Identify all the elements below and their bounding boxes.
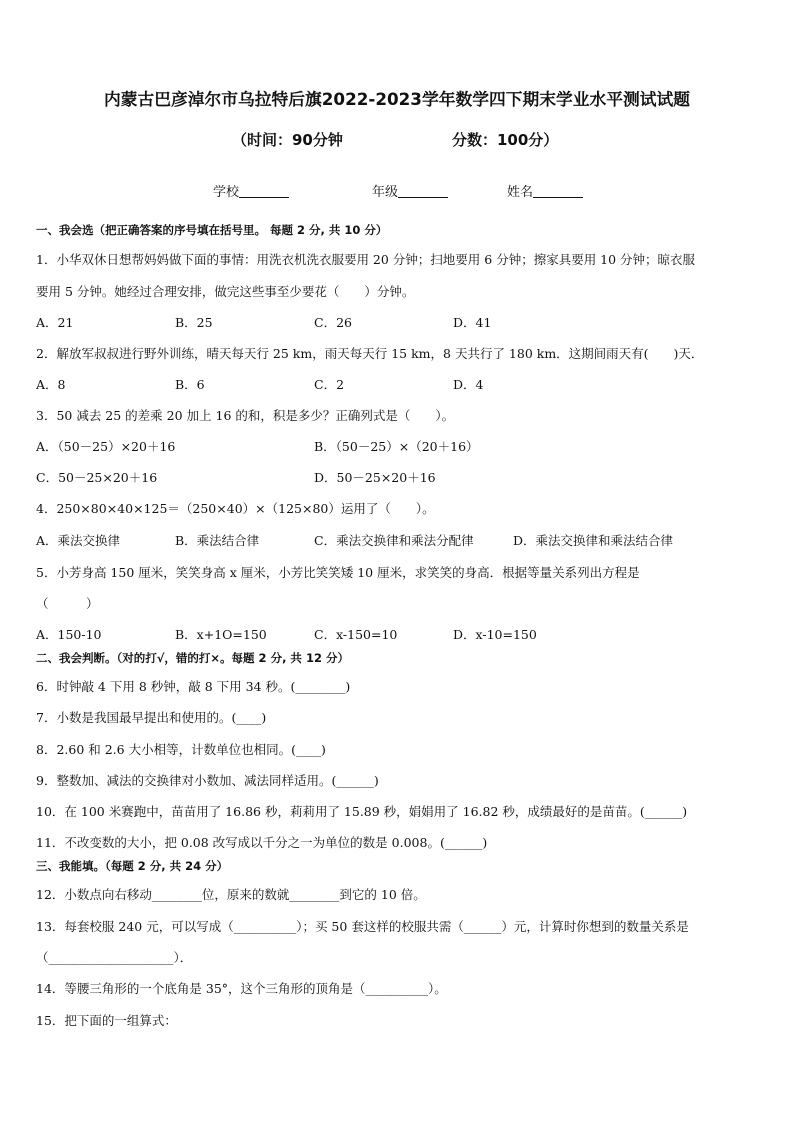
section-heading: 一、我会选（把正确答案的序号填在括号里。 每题 2 分, 共 10 分） xyxy=(36,223,388,237)
question-text: 1．小华双休日想帮妈妈做下面的事情：用洗衣机洗衣服要用 20 分钟；扫地要用 6 分钟；擦家具要用 10 分钟；晾衣服 xyxy=(36,252,696,267)
question-text: 15．把下面的一组算式： xyxy=(36,1013,177,1028)
name-blank[interactable] xyxy=(533,184,583,198)
question-text: 4．250×80×40×125＝（250×40）×（125×80）运用了（ ）。 xyxy=(36,501,435,516)
question-text: 要用 5 分钟。她经过合理安排，做完这些事至少要花（ ）分钟。 xyxy=(36,284,415,299)
question-text: 9．整数加、减法的交换律对小数加、减法同样适用。(______) xyxy=(36,773,379,788)
question-text: 11．不改变数的大小，把 0.08 改写成以千分之一为单位的数是 0.008。(______) xyxy=(36,835,488,850)
option-c: C．50－25×20＋16 xyxy=(36,470,158,485)
option-b: B．25 xyxy=(175,315,213,330)
grade-label: 年级 xyxy=(372,185,399,200)
option-d: D．50－25×20＋16 xyxy=(314,470,436,485)
option-d: D．41 xyxy=(453,315,492,330)
option-c: C．x-150=10 xyxy=(314,627,398,642)
question-text: （ ） xyxy=(36,596,99,611)
grade-blank[interactable] xyxy=(398,184,448,198)
exam-score: 分数：100分） xyxy=(452,131,559,149)
exam-time: （时间：90分钟 xyxy=(232,131,343,149)
option-a: A．21 xyxy=(36,315,74,330)
question-text: 3．50 减去 25 的差乘 20 加上 16 的和，积是多少？正确列式是（ ）。 xyxy=(36,408,455,423)
section-heading: 二、我会判断。（对的打√，错的打×。每题 2 分, 共 12 分） xyxy=(36,651,349,665)
page-title: 内蒙古巴彦淖尔市乌拉特后旗2022-2023学年数学四下期末学业水平测试试题 xyxy=(104,89,690,109)
option-d: D．x-10=150 xyxy=(453,627,537,642)
question-text: 13．每套校服 240 元，可以写成（__________）；买 50 套这样的校服共需（______）元，计算时你想到的数量关系是 xyxy=(36,919,689,934)
question-text: （____________________）． xyxy=(36,950,193,965)
option-c: C．乘法交换律和乘法分配律 xyxy=(314,533,474,548)
grade-field xyxy=(372,181,448,200)
question-text: 7．小数是我国最早提出和使用的。(____) xyxy=(36,710,267,725)
option-b: B．x+1O=150 xyxy=(175,627,267,642)
school-blank[interactable] xyxy=(239,184,289,198)
question-text: 14．等腰三角形的一个底角是 35°，这个三角形的顶角是（__________）。 xyxy=(36,981,447,996)
option-d: D．乘法交换律和乘法结合律 xyxy=(513,533,674,548)
option-b: B．乘法结合律 xyxy=(175,533,260,548)
option-b: B．6 xyxy=(175,377,205,392)
school-label: 学校 xyxy=(213,185,240,200)
question-text: 6．时钟敲 4 下用 8 秒钟，敲 8 下用 34 秒。(________) xyxy=(36,679,351,694)
name-field xyxy=(507,181,583,200)
option-a: A．150-10 xyxy=(36,627,102,642)
question-text: 8．2.60 和 2.6 大小相等，计数单位也相同。(____) xyxy=(36,742,326,757)
section-heading: 三、我能填。（每题 2 分, 共 24 分） xyxy=(36,859,229,873)
school-field xyxy=(213,181,289,200)
option-b: B．（50－25）×（20＋16） xyxy=(314,439,479,454)
question-text: 12．小数点向右移动________位，原来的数就________到它的 10 倍。 xyxy=(36,887,426,902)
option-d: D．4 xyxy=(453,377,484,392)
question-text: 2．解放军叔叔进行野外训练，晴天每天行 25 km，雨天每天行 15 km，8 天共行了 180 km．这期间雨天有( )天． xyxy=(36,346,704,361)
question-text: 10．在 100 米赛跑中，苗苗用了 16.86 秒，莉莉用了 15.89 秒，娟娟用了 16.82 秒，成绩最好的是苗苗。(______) xyxy=(36,804,688,819)
option-c: C．26 xyxy=(314,315,352,330)
name-label: 姓名 xyxy=(507,185,534,200)
question-text: 5．小芳身高 150 厘米，笑笑身高 x 厘米，小芳比笑笑矮 10 厘米，求笑笑的身高．根据等量关系列出方程是 xyxy=(36,565,640,580)
option-c: C．2 xyxy=(314,377,345,392)
option-a: A．乘法交换律 xyxy=(36,533,121,548)
option-a: A．8 xyxy=(36,377,66,392)
option-a: A．（50－25）×20＋16 xyxy=(36,439,176,454)
